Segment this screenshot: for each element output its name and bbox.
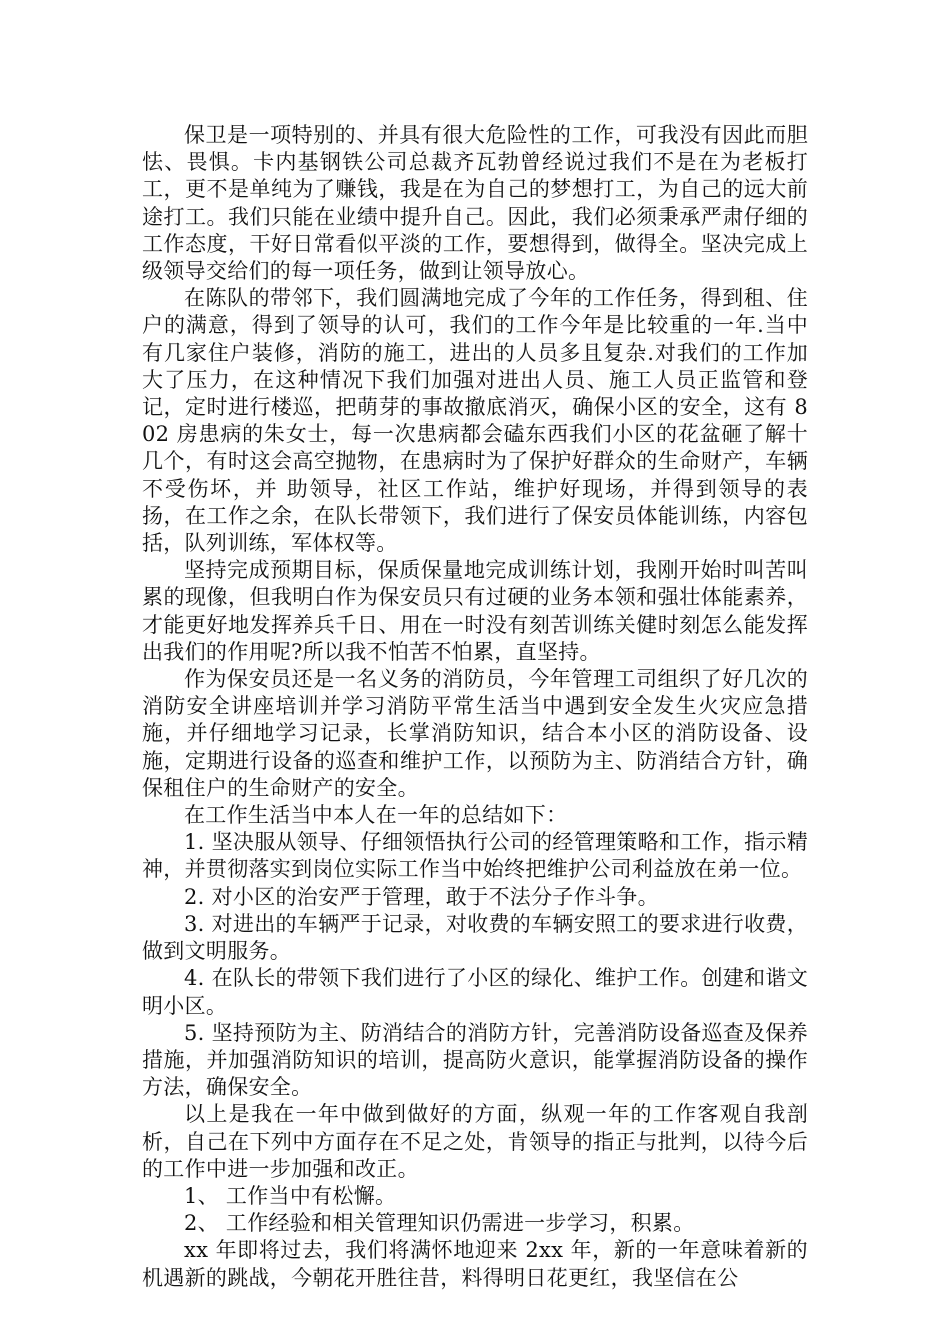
- list-item-3: 3. 对进出的车辆严于记录，对收费的车辆安照工的要求进行收费，做到文明服务。: [142, 911, 809, 964]
- list-item-5: 5. 坚持预防为主、防消结合的消防方针，完善消防设备巡查及保养措施，并加强消防知识的培训，提高防火意识，能掌握消防设备的操作方法，确保安全。: [142, 1020, 809, 1100]
- paragraph-fire-safety: 作为保安员还是一名义务的消防员，今年管理工司组织了好几次的消防安全讲座培训并学习消防平常生活当中遇到安全发生火灾应急措施，并仔细地学习记录，长掌消防知识，结合本小区的消防设备、设施，定期进行设备的巡查和维护工作，以预防为主、防消结合方针，确保租住户的生命财产的安全。: [142, 667, 808, 800]
- paragraph-training: 坚持完成预期目标，保质保量地完成训练计划，我刚开始时叫苦叫累的现像，但我明白作为保安员只有过硬的业务本领和强壮体能素养，才能更好地发挥养兵千日、用在一时没有刻苦训练关健时刻怎么能发挥出我们的作用呢?所以我不怕苦不怕累，直坚持。: [142, 558, 808, 664]
- paragraph-intro: 保卫是一项特别的、并具有很大危险性的工作，可我没有因此而胆怯、畏惧。卡内基钢铁公司总裁齐瓦勃曾经说过我们不是在为老板打工，更不是单纯为了赚钱，我是在为自己的梦想打工，为自己的远大前途打工。我们只能在业绩中提升自己。因此，我们必须秉承严肃仔细的工作态度，干好日常看似平淡的工作，要想得到，做得全。坚决完成上级领导交给们的每一项任务，做到让领导放心。: [142, 123, 808, 284]
- list-item-1: 1. 坚决服从领导、仔细领悟执行公司的经管理策略和工作，指示精神，并贯彻落实到岗位实际工作当中始终把维护公司利益放在弟一位。: [142, 830, 809, 882]
- paragraph-self-review: 以上是我在一年中做到做好的方面，纵观一年的工作客观自我剖析，自己在下列中方面存在不足之处，肯领导的指正与批判，以待今后的工作中进一步加强和改正。: [142, 1102, 808, 1181]
- shortcoming-item-1: 1、 工作当中有松懈。: [184, 1183, 397, 1208]
- document-body: [142, 122, 808, 1292]
- list-item-4: 4. 在队长的带领下我们进行了小区的绿化、维护工作。创建和谐文明小区。: [142, 966, 809, 1018]
- paragraph-team-work: 在陈队的带邻下，我们圆满地完成了今年的工作任务，得到租、住户的满意，得到了领导的认可，我们的工作今年是比较重的一年.当中有几家住户装修，消防的施工，进出的人员多且复杂.对我们的工作加大了压力，在这种情况下我们加强对进出人员、施工人员正监管和登记，定时进行楼巡，把萌芽的事故撤底消灭，确保小区的安全，这有 802 房患病的朱女士，每一次患病都会磕东西我们小区的花盆砸了解十几个，有时这会高空抛物，在患病时为了保护好群众的生命财产，车辆不受伤坏，并 助领导，社区工作站，维护好现场，并得到领导的表扬，在工作之余，在队长带领下，我们进行了保安员体能训练，内容包括，队列训练，军体权等。: [142, 286, 808, 556]
- list-item-2: 2. 对小区的治安严于管理，敢于不法分子作斗争。: [184, 884, 659, 909]
- paragraph-outlook: xx 年即将过去，我们将满怀地迎来 2xx 年，新的一年意味着新的机遇新的跳战，今朝花开胜往昔，料得明日花更红，我坚信在公: [142, 1238, 808, 1290]
- shortcoming-item-2: 2、 工作经验和相关管理知识仍需进一步学习，积累。: [184, 1211, 695, 1236]
- paragraph-summary-heading: 在工作生活当中本人在一年的总结如下：: [184, 803, 568, 828]
